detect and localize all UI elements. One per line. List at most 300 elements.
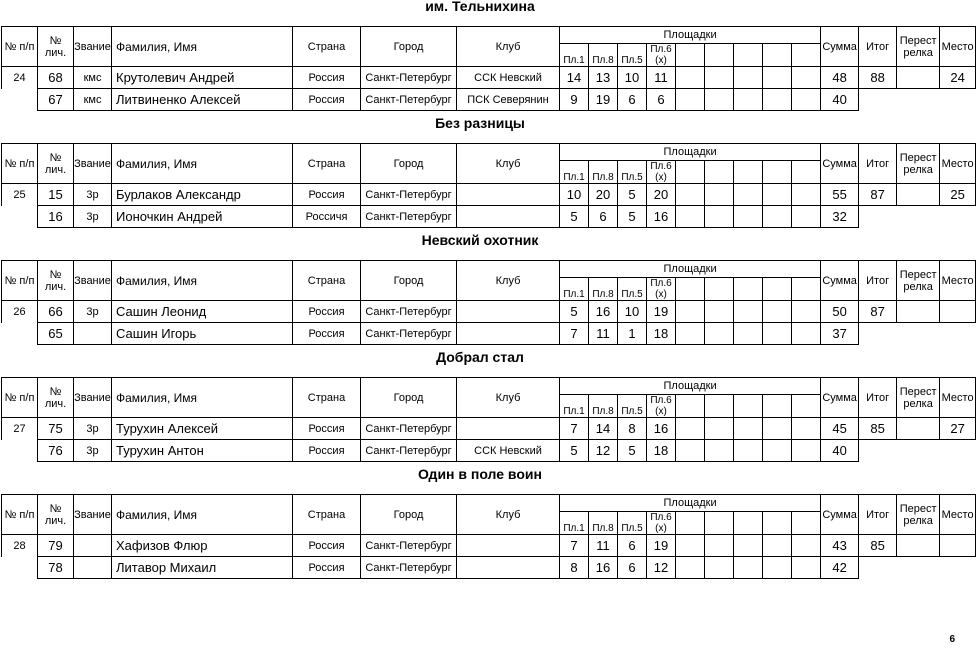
member-row xyxy=(2,323,976,345)
header-num: № п/п xyxy=(2,261,38,301)
header-sum: Сумма xyxy=(821,27,859,67)
score-pl8: 12 xyxy=(589,440,618,462)
team-total: 88 xyxy=(859,67,897,89)
score-empty xyxy=(734,440,763,462)
member-rank: 3р xyxy=(74,184,112,206)
member-row xyxy=(2,184,976,206)
member-sum: 37 xyxy=(821,323,859,345)
header-pl1: Пл.1 xyxy=(560,395,589,418)
header-sum: Сумма xyxy=(821,144,859,184)
score-empty xyxy=(676,301,705,323)
header-row xyxy=(2,495,976,512)
header-pl6: Пл.6 (х) xyxy=(647,278,676,301)
blank-cell xyxy=(859,323,897,345)
header-empty-site xyxy=(676,44,705,67)
header-total: Итог xyxy=(859,378,897,418)
member-lic: 75 xyxy=(38,418,74,440)
team-table xyxy=(1,143,976,228)
header-pl1: Пл.1 xyxy=(560,512,589,535)
header-empty-site xyxy=(792,395,821,418)
score-pl5: 8 xyxy=(618,418,647,440)
header-pl8: Пл.8 xyxy=(589,44,618,67)
blank-cell xyxy=(940,89,976,111)
score-pl6: 6 xyxy=(647,89,676,111)
header-total: Итог xyxy=(859,261,897,301)
header-pl5: Пл.5 xyxy=(618,161,647,184)
member-rank: 3р xyxy=(74,206,112,228)
member-rank: 3р xyxy=(74,440,112,462)
member-rank xyxy=(74,535,112,557)
header-empty-site xyxy=(676,161,705,184)
score-empty xyxy=(763,184,792,206)
member-country: Россия xyxy=(293,67,361,89)
team-number-empty xyxy=(2,440,38,462)
header-sites: Площадки xyxy=(560,27,821,44)
score-pl5: 5 xyxy=(618,206,647,228)
member-city: Санкт-Петербург xyxy=(361,440,457,462)
team-table xyxy=(1,26,976,111)
score-empty xyxy=(792,440,821,462)
header-rank: Звание xyxy=(74,27,112,67)
score-empty xyxy=(676,535,705,557)
member-row xyxy=(2,557,976,579)
blank-cell xyxy=(940,323,976,345)
member-club: ПСК Северянин xyxy=(457,89,560,111)
header-shootoff: Перест релка xyxy=(897,261,940,301)
score-empty xyxy=(763,301,792,323)
member-name: Турухин Антон xyxy=(112,440,293,462)
member-country: Россия xyxy=(293,557,361,579)
member-country: Россичя xyxy=(293,206,361,228)
header-place: Место xyxy=(940,261,976,301)
member-name: Литвиненко Алексей xyxy=(112,89,293,111)
score-empty xyxy=(763,418,792,440)
blank-cell xyxy=(859,89,897,111)
team-number: 24 xyxy=(2,67,38,89)
score-pl6: 19 xyxy=(647,301,676,323)
score-pl1: 5 xyxy=(560,440,589,462)
score-empty xyxy=(792,535,821,557)
score-empty xyxy=(763,440,792,462)
score-empty xyxy=(792,557,821,579)
member-sum: 55 xyxy=(821,184,859,206)
team-total: 87 xyxy=(859,184,897,206)
header-name: Фамилия, Имя xyxy=(112,261,293,301)
score-pl6: 18 xyxy=(647,440,676,462)
score-pl8: 16 xyxy=(589,557,618,579)
score-pl1: 7 xyxy=(560,418,589,440)
header-lic: № лич. xyxy=(38,27,74,67)
member-lic: 78 xyxy=(38,557,74,579)
team-place: 25 xyxy=(940,184,976,206)
score-pl5: 1 xyxy=(618,323,647,345)
team-number-empty xyxy=(2,89,38,111)
score-empty xyxy=(792,67,821,89)
member-lic: 16 xyxy=(38,206,74,228)
header-empty-site xyxy=(734,512,763,535)
member-city: Санкт-Петербург xyxy=(361,323,457,345)
score-empty xyxy=(792,301,821,323)
header-country: Страна xyxy=(293,378,361,418)
member-country: Россия xyxy=(293,184,361,206)
header-club: Клуб xyxy=(457,378,560,418)
score-pl8: 13 xyxy=(589,67,618,89)
score-empty xyxy=(734,67,763,89)
member-rank: 3р xyxy=(74,301,112,323)
header-club: Клуб xyxy=(457,495,560,535)
member-sum: 48 xyxy=(821,67,859,89)
header-row xyxy=(2,27,976,44)
score-pl5: 10 xyxy=(618,301,647,323)
header-shootoff: Перест релка xyxy=(897,495,940,535)
member-row xyxy=(2,535,976,557)
header-empty-site xyxy=(763,395,792,418)
header-city: Город xyxy=(361,495,457,535)
header-sites: Площадки xyxy=(560,144,821,161)
member-name: Турухин Алексей xyxy=(112,418,293,440)
team-number: 28 xyxy=(2,535,38,557)
header-pl1: Пл.1 xyxy=(560,44,589,67)
member-club xyxy=(457,184,560,206)
header-shootoff: Перест релка xyxy=(897,27,940,67)
score-pl1: 9 xyxy=(560,89,589,111)
header-country: Страна xyxy=(293,144,361,184)
blank-cell xyxy=(897,206,940,228)
member-sum: 43 xyxy=(821,535,859,557)
score-empty xyxy=(763,67,792,89)
header-total: Итог xyxy=(859,144,897,184)
header-city: Город xyxy=(361,378,457,418)
header-empty-site xyxy=(763,161,792,184)
member-sum: 42 xyxy=(821,557,859,579)
score-empty xyxy=(676,206,705,228)
team-place xyxy=(940,301,976,323)
score-empty xyxy=(705,206,734,228)
score-empty xyxy=(705,535,734,557)
member-country: Россия xyxy=(293,440,361,462)
member-rank: кмс xyxy=(74,89,112,111)
member-lic: 79 xyxy=(38,535,74,557)
score-pl6: 19 xyxy=(647,535,676,557)
header-total: Итог xyxy=(859,27,897,67)
header-city: Город xyxy=(361,144,457,184)
member-city: Санкт-Петербург xyxy=(361,67,457,89)
score-empty xyxy=(734,418,763,440)
score-empty xyxy=(734,206,763,228)
blank-cell xyxy=(897,323,940,345)
member-sum: 32 xyxy=(821,206,859,228)
member-lic: 15 xyxy=(38,184,74,206)
team-title: им. Тельнихина xyxy=(425,0,535,14)
score-pl1: 8 xyxy=(560,557,589,579)
team-total: 85 xyxy=(859,535,897,557)
header-sites: Площадки xyxy=(560,378,821,395)
header-row xyxy=(2,144,976,161)
header-empty-site xyxy=(705,278,734,301)
header-row xyxy=(2,261,976,278)
header-city: Город xyxy=(361,261,457,301)
header-empty-site xyxy=(792,512,821,535)
score-pl6: 18 xyxy=(647,323,676,345)
team-shootoff xyxy=(897,67,940,89)
team-shootoff xyxy=(897,184,940,206)
header-empty-site xyxy=(734,395,763,418)
team-number: 26 xyxy=(2,301,38,323)
score-pl6: 16 xyxy=(647,418,676,440)
blank-cell xyxy=(859,206,897,228)
header-country: Страна xyxy=(293,495,361,535)
member-rank xyxy=(74,323,112,345)
score-pl5: 10 xyxy=(618,67,647,89)
member-city: Санкт-Петербург xyxy=(361,418,457,440)
score-empty xyxy=(676,89,705,111)
header-empty-site xyxy=(734,161,763,184)
member-country: Россия xyxy=(293,535,361,557)
score-empty xyxy=(734,535,763,557)
member-country: Россия xyxy=(293,301,361,323)
header-pl1: Пл.1 xyxy=(560,278,589,301)
header-place: Место xyxy=(940,144,976,184)
member-row xyxy=(2,89,976,111)
member-club xyxy=(457,535,560,557)
score-pl1: 5 xyxy=(560,301,589,323)
header-empty-site xyxy=(676,278,705,301)
score-empty xyxy=(705,557,734,579)
team-number-empty xyxy=(2,323,38,345)
header-empty-site xyxy=(792,278,821,301)
score-pl8: 19 xyxy=(589,89,618,111)
team-title: Добрал стал xyxy=(436,349,524,365)
header-rank: Звание xyxy=(74,144,112,184)
score-empty xyxy=(676,323,705,345)
member-sum: 40 xyxy=(821,89,859,111)
score-empty xyxy=(676,184,705,206)
header-num: № п/п xyxy=(2,144,38,184)
header-pl1: Пл.1 xyxy=(560,161,589,184)
member-row xyxy=(2,67,976,89)
member-lic: 65 xyxy=(38,323,74,345)
header-num: № п/п xyxy=(2,495,38,535)
blank-cell xyxy=(897,557,940,579)
member-sum: 40 xyxy=(821,440,859,462)
score-pl6: 11 xyxy=(647,67,676,89)
team-title: Без разницы xyxy=(435,115,525,131)
score-pl8: 11 xyxy=(589,535,618,557)
header-empty-site xyxy=(705,44,734,67)
member-country: Россия xyxy=(293,418,361,440)
header-pl5: Пл.5 xyxy=(618,395,647,418)
score-pl1: 7 xyxy=(560,323,589,345)
score-pl6: 12 xyxy=(647,557,676,579)
member-sum: 50 xyxy=(821,301,859,323)
score-empty xyxy=(763,535,792,557)
team-number-empty xyxy=(2,206,38,228)
score-empty xyxy=(705,301,734,323)
team-shootoff xyxy=(897,418,940,440)
score-pl1: 14 xyxy=(560,67,589,89)
team-total: 87 xyxy=(859,301,897,323)
header-pl6: Пл.6 (х) xyxy=(647,161,676,184)
team-number: 27 xyxy=(2,418,38,440)
header-sites: Площадки xyxy=(560,261,821,278)
header-place: Место xyxy=(940,378,976,418)
header-name: Фамилия, Имя xyxy=(112,495,293,535)
member-city: Санкт-Петербург xyxy=(361,184,457,206)
score-pl6: 20 xyxy=(647,184,676,206)
header-empty-site xyxy=(763,278,792,301)
header-club: Клуб xyxy=(457,144,560,184)
blank-cell xyxy=(897,89,940,111)
member-name: Литавор Михаил xyxy=(112,557,293,579)
header-empty-site xyxy=(676,395,705,418)
header-empty-site xyxy=(763,44,792,67)
score-empty xyxy=(734,323,763,345)
score-empty xyxy=(792,206,821,228)
header-lic: № лич. xyxy=(38,144,74,184)
member-city: Санкт-Петербург xyxy=(361,89,457,111)
member-lic: 76 xyxy=(38,440,74,462)
header-pl5: Пл.5 xyxy=(618,512,647,535)
header-empty-site xyxy=(734,44,763,67)
score-empty xyxy=(792,184,821,206)
member-club xyxy=(457,557,560,579)
score-empty xyxy=(763,206,792,228)
score-empty xyxy=(676,418,705,440)
header-lic: № лич. xyxy=(38,261,74,301)
header-name: Фамилия, Имя xyxy=(112,378,293,418)
member-club xyxy=(457,206,560,228)
member-name: Хафизов Флюр xyxy=(112,535,293,557)
header-rank: Звание xyxy=(74,261,112,301)
header-name: Фамилия, Имя xyxy=(112,144,293,184)
member-name: Ионочкин Андрей xyxy=(112,206,293,228)
blank-cell xyxy=(897,440,940,462)
member-row xyxy=(2,418,976,440)
score-empty xyxy=(792,418,821,440)
header-pl5: Пл.5 xyxy=(618,44,647,67)
score-pl8: 6 xyxy=(589,206,618,228)
team-place xyxy=(940,535,976,557)
header-city: Город xyxy=(361,27,457,67)
member-city: Санкт-Петербург xyxy=(361,301,457,323)
member-sum: 45 xyxy=(821,418,859,440)
score-pl1: 5 xyxy=(560,206,589,228)
header-pl8: Пл.8 xyxy=(589,395,618,418)
team-title: Невский охотник xyxy=(421,232,539,248)
header-num: № п/п xyxy=(2,378,38,418)
header-sites: Площадки xyxy=(560,495,821,512)
blank-cell xyxy=(859,440,897,462)
member-club xyxy=(457,418,560,440)
header-club: Клуб xyxy=(457,27,560,67)
member-lic: 68 xyxy=(38,67,74,89)
score-pl8: 14 xyxy=(589,418,618,440)
score-empty xyxy=(676,440,705,462)
score-pl6: 16 xyxy=(647,206,676,228)
member-club: ССК Невский xyxy=(457,440,560,462)
member-name: Крутолевич Андрей xyxy=(112,67,293,89)
score-pl8: 20 xyxy=(589,184,618,206)
member-name: Бурлаков Александр xyxy=(112,184,293,206)
team-title: Один в поле воин xyxy=(418,466,542,482)
member-city: Санкт-Петербург xyxy=(361,557,457,579)
team-place: 27 xyxy=(940,418,976,440)
blank-cell xyxy=(940,206,976,228)
header-empty-site xyxy=(734,278,763,301)
member-rank xyxy=(74,557,112,579)
score-empty xyxy=(705,440,734,462)
score-empty xyxy=(734,184,763,206)
blank-cell xyxy=(940,557,976,579)
score-empty xyxy=(763,89,792,111)
member-rank: кмс xyxy=(74,67,112,89)
header-total: Итог xyxy=(859,495,897,535)
member-row xyxy=(2,440,976,462)
member-club xyxy=(457,301,560,323)
header-place: Место xyxy=(940,495,976,535)
score-empty xyxy=(734,301,763,323)
team-table xyxy=(1,377,976,462)
team-table xyxy=(1,260,976,345)
team-table xyxy=(1,494,976,579)
member-club: ССК Невский xyxy=(457,67,560,89)
header-empty-site xyxy=(676,512,705,535)
team-shootoff xyxy=(897,535,940,557)
header-name: Фамилия, Имя xyxy=(112,27,293,67)
header-shootoff: Перест релка xyxy=(897,378,940,418)
header-place: Место xyxy=(940,27,976,67)
member-rank: 3р xyxy=(74,418,112,440)
score-empty xyxy=(734,557,763,579)
header-pl8: Пл.8 xyxy=(589,278,618,301)
header-pl6: Пл.6 (х) xyxy=(647,395,676,418)
member-name: Сашин Игорь xyxy=(112,323,293,345)
score-empty xyxy=(705,418,734,440)
header-empty-site xyxy=(705,395,734,418)
header-pl5: Пл.5 xyxy=(618,278,647,301)
score-empty xyxy=(676,67,705,89)
team-place: 24 xyxy=(940,67,976,89)
member-row xyxy=(2,301,976,323)
score-pl8: 16 xyxy=(589,301,618,323)
score-pl5: 5 xyxy=(618,440,647,462)
score-pl1: 7 xyxy=(560,535,589,557)
score-empty xyxy=(734,89,763,111)
header-row xyxy=(2,378,976,395)
score-empty xyxy=(763,323,792,345)
member-lic: 67 xyxy=(38,89,74,111)
header-sum: Сумма xyxy=(821,495,859,535)
header-empty-site xyxy=(763,512,792,535)
header-lic: № лич. xyxy=(38,495,74,535)
member-row xyxy=(2,206,976,228)
score-pl1: 10 xyxy=(560,184,589,206)
member-club xyxy=(457,323,560,345)
member-name: Сашин Леонид xyxy=(112,301,293,323)
score-pl5: 6 xyxy=(618,89,647,111)
score-empty xyxy=(792,89,821,111)
score-empty xyxy=(792,323,821,345)
member-city: Санкт-Петербург xyxy=(361,535,457,557)
team-shootoff xyxy=(897,301,940,323)
member-country: Россия xyxy=(293,89,361,111)
team-total: 85 xyxy=(859,418,897,440)
member-city: Санкт-Петербург xyxy=(361,206,457,228)
score-pl5: 6 xyxy=(618,535,647,557)
team-number-empty xyxy=(2,557,38,579)
score-empty xyxy=(763,557,792,579)
header-lic: № лич. xyxy=(38,378,74,418)
